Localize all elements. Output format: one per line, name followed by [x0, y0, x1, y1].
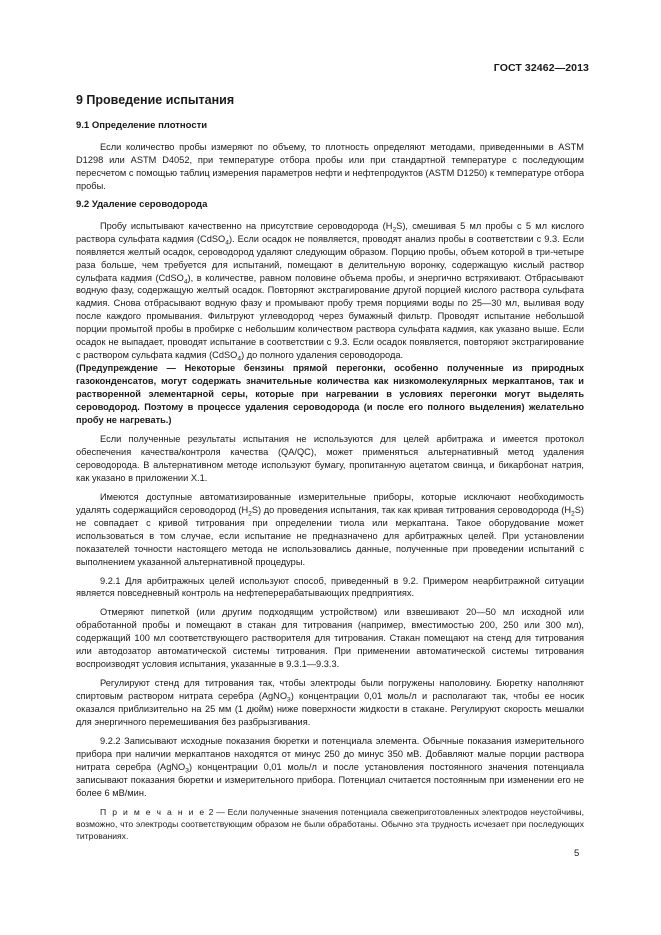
note-text: 2 — Если полученные значения потенциала свежеприготовленных электродов неустойчивы, возможно, что электроды соответствующим образом не были обработаны. Обычно эта трудность исчезает при последующих титрованиях. [76, 806, 584, 841]
warning-paragraph: (Предупреждение — Некоторые бензины прямой перегонки, особенно полученные из природных газоконденсатов, могут содержать значительные количества как низкомолекулярных меркаптанов, так и растворенной элементарной серы, которые при нагревании в условиях перегонки могут выделять сероводород. Поэтому в процессе удаления сероводорода (и после его полного выделения) желательно пробу не нагревать.) [76, 363, 584, 426]
paragraph-9-2-1: 9.2.1 Для арбитражных целей используют способ, приведенный в 9.2. Примером неарбитражной ситуации является повседневный контроль на нефтеперерабатывающих предприятиях. [76, 575, 584, 599]
subsection-9-2-title: 9.2 Удаление сероводорода [76, 198, 208, 210]
paragraph-alternative-method: Если полученные результаты испытания не используются для целей арбитража и имеется протокол обеспечения качества/контроля качества (QA/QC), может применяться альтернативный метод удаления сероводорода. В альтернативном методе используют бумагу, пропитанную ацетатом свинца, и бикарбонат натрия, как указано в приложении X.1. [76, 433, 584, 483]
page-content [76, 92, 584, 848]
paragraph-pipette: Отмеряют пипеткой (или другим подходящим устройством) или взвешивают 20—50 мл исходной или обработанной пробы и помещают в стакан для титрования (например, вместимостью 200, 250 или 300 мл), содержащий 100 мл соответствующего растворителя для титрования. Стакан помещают на стенд для титрования или автодозатор автоматической системы титрования. При применении автоматической системы титрования воспроизводят условия испытания, указанные в 9.3.1—9.3.3. [76, 607, 584, 670]
subsection-9-1-title: 9.1 Определение плотности [76, 120, 208, 131]
paragraph-automated-instruments: Имеются доступные автоматизированные измерительные приборы, которые исключают необходимость удалять содержащийся сероводород $(H_2S)$ до проведения испытания, так как кривая титрования сероводорода $(H_2S)$ не совпадает с кривой титрования при определении тиола или меркаптана. Такое оборудование может использоваться в том случае, если испытание не предназначено для арбитражных целей. При установлении показателей точности настоящего метода не использовались данные, полученные при проведении испытаний с выполнением указанной альтернативной процедуры. [76, 491, 584, 567]
paragraph-9-2-2: 9.2.2 Записывают исходные показания бюретки и потенциала элемента. Обычные показания измерительного прибора при наличии меркаптанов находятся от минус 250 до минус 350 мВ. Добавляют малые порции раствора нитрата серебра (AgNO$_3$) концентрации 0,01 моль/л и после установления постоянного значения потенциала записывают показания бюретки и измерительного прибора. Потенциал считается постоянным при изменении его не более 6 мВ/мин. [76, 735, 584, 798]
standard-number: ГОСТ 32462—2013 [493, 62, 589, 74]
note-paragraph [76, 806, 584, 842]
note-label: П р и м е ч а н и е [100, 806, 206, 817]
paragraph-h2s-removal: Пробу испытывают качественно на присутствие сероводорода $(H_2S)$, смешивая 5 мл пробы с 5 мл кислого раствора сульфата кадмия (CdSO$_4$). Если осадок не появляется, проводят анализ пробы в соответствии с 9.3. Если появляется желтый осадок, сероводород удаляют следующим образом. Порцию пробы, объем которой в три-четыре раза больше, чем требуется для испытаний, помещают в делительную воронку, содержащую кислый раствор сульфата кадмия (CdSO$_4$), в количестве, равном половине объема пробы, и энергично встряхивают. Отбрасывают водную фазу, содержащую желтый осадок. Повторяют экстрагирование другой порцией кислого раствора сульфата кадмия. Снова отбрасывают водную фазу и промывают пробу тремя порциями воды по 25—30 мл, выливая воду после каждого промывания. Фильтруют углеводород через бумажный фильтр. Проводят испытание небольшой порции промытой пробы в пробирке с небольшим количеством раствора сульфата кадмия, как указано выше. Если осадок не выпадает, проводят испытание в соответствии с 9.3. Если осадок появляется, повторяют экстрагирование с раствором сульфата кадмия (CdSO$_4$) до полного удаления сероводорода. [76, 220, 585, 363]
paragraph-titration-stand: Регулируют стенд для титрования так, чтобы электроды были погружены наполовину. Бюретку наполняют спиртовым раствором нитрата серебра (AgNO$_3$) концентрации 0,01 моль/л и располагают так, чтобы ее носик оказался приблизительно на 25 мм (1 дюйм) ниже поверхности жидкости в стакане. Регулируют скорость мешалки для энергичного перемешивания без разбрызгивания. [76, 678, 584, 728]
paragraph-density: Если количество пробы измеряют по объему, то плотность определяют методами, приведенными в ASTM D1298 или ASTM D4052, при температуре отбора пробы или при стандартной температуре с последующим пересчетом с помощью таблиц измерения параметров нефти и нефтепродуктов (ASTM D1250) к температуре отбора пробы. [76, 141, 584, 191]
page-number: 5 [574, 848, 580, 859]
section-title: 9 Проведение испытания [76, 93, 235, 107]
